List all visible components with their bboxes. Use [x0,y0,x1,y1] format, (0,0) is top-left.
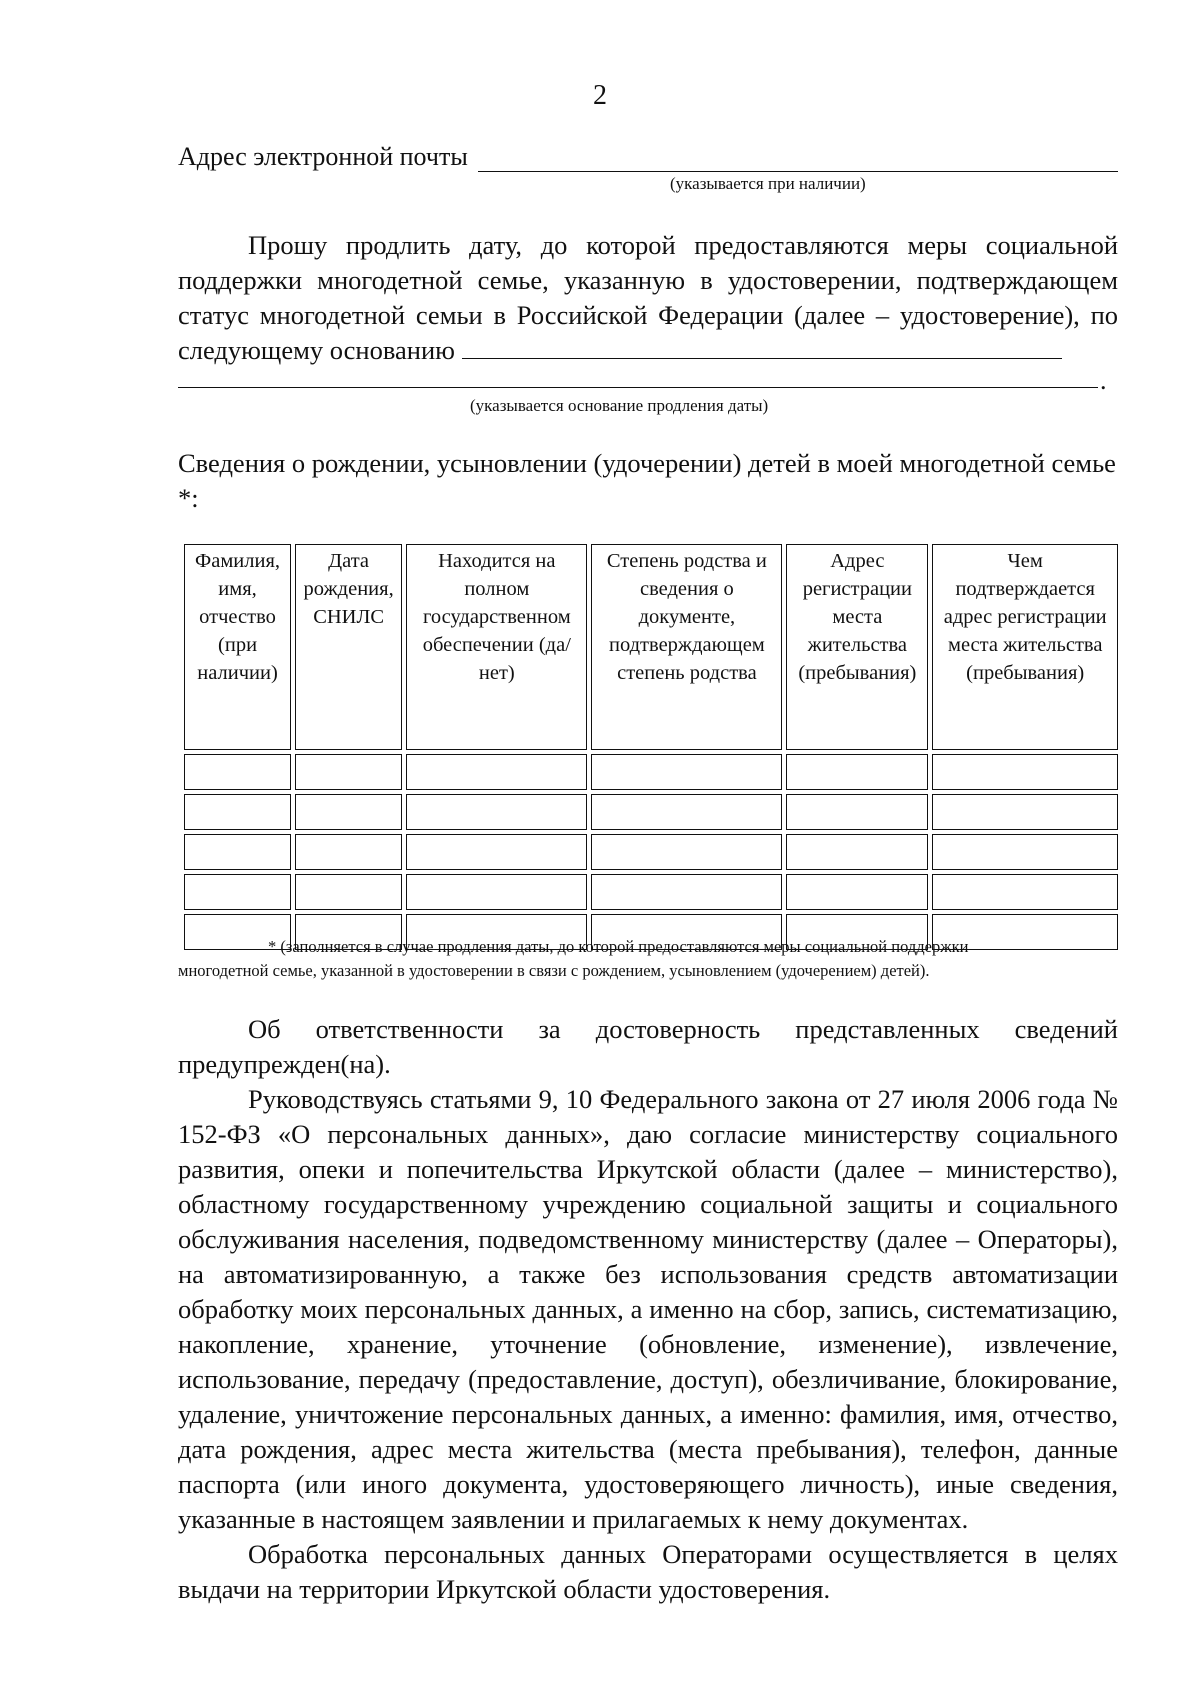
basis-field-line-2[interactable] [178,387,1098,388]
basis-field-line[interactable] [462,336,1062,359]
table-cell[interactable] [591,874,782,910]
table-cell[interactable] [406,874,587,910]
table-cell[interactable] [786,754,928,790]
table-row [184,834,1118,870]
table-cell[interactable] [184,874,291,910]
table-cell[interactable] [786,834,928,870]
consent-paragraph: Руководствуясь статьями 9, 10 Федерального закона от 27 июля 2006 года № 152-ФЗ «О персональных данных», даю согласие министерству социального развития, опеки и попечительства Иркутской области (далее – министерство), областному государственному учреждению социальной защиты и социального обслуживания населения, подведомственному министерству (далее – Операторы), на автоматизированную, а также без использования средств автоматизации обработку моих персональных данных, а именно на сбор, запись, систематизацию, накопление, хранение, уточнение (обновление, изменение), извлечение, использование, передачу (предоставление, доступ), обезличивание, блокирование, удаление, уничтожение персональных данных, а именно: фамилия, имя, отчество, дата рождения, адрес места жительства (места пребывания), телефон, данные паспорта (или иного документа, удостоверяющего личность), иные сведения, указанные в настоящем заявлении и прилагаемых к нему документах. [178,1084,1118,1534]
period-mark: . [1100,366,1107,395]
table-cell[interactable] [406,834,587,870]
page-number: 2 [593,80,607,111]
basis-hint: (указывается основание продления даты) [470,396,769,415]
table-row [184,794,1118,830]
footnote-line-1: * (заполняется в случае продления даты, до которой предоставляются меры социальной поддержки [268,937,969,956]
email-hint: (указывается при наличии) [670,174,866,193]
children-heading: Сведения о рождении, усыновлении (удочерении) детей в моей многодетной семье *: [178,448,1116,513]
table-cell[interactable] [406,794,587,830]
table-cell[interactable] [184,834,291,870]
table-cell[interactable] [932,794,1118,830]
consent-block [178,1012,1118,1607]
table-cell[interactable] [591,794,782,830]
table-row [184,754,1118,790]
table-cell[interactable] [591,754,782,790]
column-header-address: Адрес регистрации места жительства (пребывания) [786,544,928,750]
footnote-line-2: многодетной семье, указанной в удостоверении в связи с рождением, усыновлением (удочерением) детей). [178,961,930,980]
processing-paragraph: Обработка персональных данных Операторами осуществляется в целях выдачи на территории Иркутской области удостоверения. [178,1539,1118,1604]
table-cell[interactable] [184,754,291,790]
email-label: Адрес электронной почты [178,142,468,171]
table-header-row [184,544,1118,750]
column-header-birthdate: Дата рождения, СНИЛС [295,544,402,750]
table-cell[interactable] [591,834,782,870]
responsibility-paragraph: Об ответственности за достоверность представленных сведений предупрежден(на). [178,1014,1118,1079]
email-row [178,142,1118,172]
request-text: Прошу продлить дату, до которой предоставляются меры социальной поддержки многодетной семье, указанную в удостоверении, подтверждающем статус многодетной семьи в Российской Федерации (далее – удостоверение), по следующему основанию [178,230,1118,365]
table-cell[interactable] [184,794,291,830]
column-header-kinship: Степень родства и сведения о документе, подтверждающем степень родства [591,544,782,750]
email-field-line[interactable] [478,147,1118,172]
table-cell[interactable] [932,834,1118,870]
table-cell[interactable] [295,834,402,870]
table-cell[interactable] [295,754,402,790]
table-cell[interactable] [786,794,928,830]
table-cell[interactable] [295,794,402,830]
request-paragraph [178,228,1118,368]
table-cell[interactable] [295,874,402,910]
table-cell[interactable] [932,874,1118,910]
table-row [184,874,1118,910]
column-header-fio: Фамилия, имя, отчество (при наличии) [184,544,291,750]
children-table [180,540,1122,954]
column-header-state-support: Находится на полном государственном обеспечении (да/нет) [406,544,587,750]
footnote [178,935,1123,983]
table-cell[interactable] [406,754,587,790]
table-cell[interactable] [932,754,1118,790]
table-cell[interactable] [786,874,928,910]
column-header-address-proof: Чем подтверждается адрес регистрации места жительства (пребывания) [932,544,1118,750]
